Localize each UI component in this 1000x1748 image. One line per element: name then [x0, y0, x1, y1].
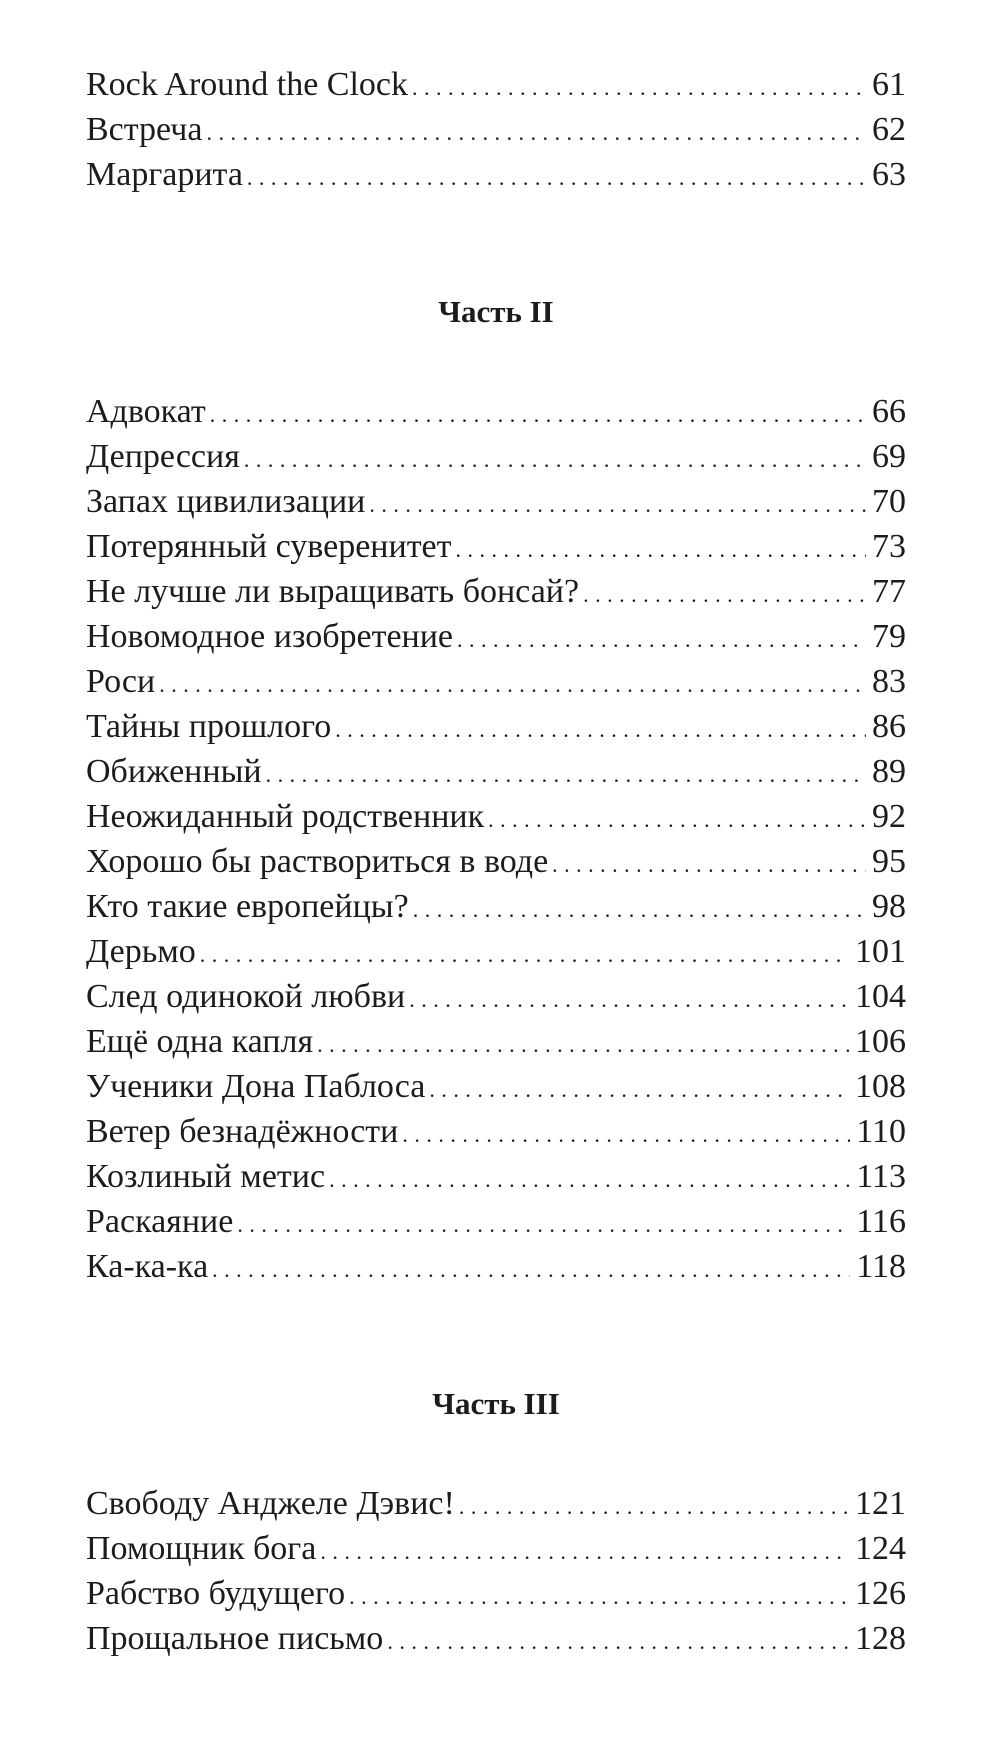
dot-leader	[200, 929, 849, 977]
toc-entry-page: 98	[872, 888, 906, 925]
dot-leader	[387, 1616, 849, 1664]
toc-entry-page: 77	[872, 573, 906, 610]
toc-entry	[86, 1064, 906, 1109]
toc-entry	[86, 1019, 906, 1064]
toc-entry-title: Маргарита	[86, 156, 243, 193]
toc-entry-page: 113	[856, 1158, 906, 1195]
toc-section-2	[86, 389, 906, 1289]
toc-entry-title: Неожиданный родственник	[86, 798, 485, 835]
toc-entry	[86, 749, 906, 794]
toc-entry	[86, 1526, 906, 1571]
dot-leader	[459, 1481, 849, 1529]
dot-leader	[159, 659, 866, 707]
toc-entry-page: 104	[855, 978, 906, 1015]
toc-entry	[86, 794, 906, 839]
dot-leader	[457, 614, 866, 662]
dot-leader	[212, 1244, 850, 1292]
toc-entry-page: 101	[855, 933, 906, 970]
toc-entry-title: Депрессия	[86, 438, 240, 475]
toc-section-1	[86, 62, 906, 197]
toc-section-3	[86, 1481, 906, 1661]
toc-entry-page: 121	[855, 1485, 906, 1522]
toc-entry-title: Ученики Дона Паблоса	[86, 1068, 426, 1105]
toc-entry-page: 66	[872, 393, 906, 430]
toc-entry-page: 95	[872, 843, 906, 880]
toc-entry-title: Адвокат	[86, 393, 206, 430]
toc-entry	[86, 1199, 906, 1244]
part-heading: Часть II	[438, 294, 554, 329]
toc-entry-title: Козлиный метис	[86, 1158, 326, 1195]
toc-entry-title: Ещё одна капля	[86, 1023, 314, 1060]
toc-entry	[86, 1154, 906, 1199]
toc-entry-page: 126	[855, 1575, 906, 1612]
toc-entry	[86, 569, 906, 614]
toc-entry	[86, 479, 906, 524]
toc-entry	[86, 659, 906, 704]
dot-leader	[456, 524, 867, 572]
toc-entry	[86, 62, 906, 107]
dot-leader	[429, 1064, 849, 1112]
toc-entry-title: Свободу Анджеле Дэвис!	[86, 1485, 455, 1522]
toc-entry	[86, 704, 906, 749]
toc-entry-page: 118	[856, 1248, 906, 1285]
dot-leader	[329, 1154, 850, 1202]
dot-leader	[413, 884, 866, 932]
toc-entry-title: Запах цивилизации	[86, 483, 366, 520]
dot-leader	[335, 704, 866, 752]
toc-entry-page: 69	[872, 438, 906, 475]
toc-entry-page: 63	[872, 156, 906, 193]
toc-entry-title: Потерянный суверенитет	[86, 528, 452, 565]
toc-entry-title: Хорошо бы раствориться в воде	[86, 843, 549, 880]
toc-entry-title: Rock Around the Clock	[86, 66, 409, 103]
toc-entry	[86, 884, 906, 929]
toc-entry	[86, 389, 906, 434]
toc-entry-title: Дерьмо	[86, 933, 196, 970]
toc-entry-title: Тайны прошлого	[86, 708, 332, 745]
toc-entry-title: Прощальное письмо	[86, 1620, 384, 1657]
toc-entry-page: 61	[872, 66, 906, 103]
toc-entry-title: Кто такие европейцы?	[86, 888, 409, 925]
toc-entry	[86, 1109, 906, 1154]
toc-entry-title: След одинокой любви	[86, 978, 406, 1015]
toc-entry-page: 86	[872, 708, 906, 745]
toc-entry-page: 106	[855, 1023, 906, 1060]
toc-entry	[86, 614, 906, 659]
toc-entry-title: Раскаяние	[86, 1203, 234, 1240]
toc-entry	[86, 1616, 906, 1661]
toc-entry-page: 110	[856, 1113, 906, 1150]
toc-entry-page: 92	[872, 798, 906, 835]
toc-entry-page: 79	[872, 618, 906, 655]
dot-leader	[583, 569, 866, 617]
toc-entry-title: Роси	[86, 663, 156, 700]
toc-entry-page: 108	[855, 1068, 906, 1105]
toc-entry	[86, 152, 906, 197]
toc-entry-title: Ветер безнадёжности	[86, 1113, 399, 1150]
dot-leader	[237, 1199, 850, 1247]
toc-entry-page: 70	[872, 483, 906, 520]
toc-entry-page: 73	[872, 528, 906, 565]
dot-leader	[244, 434, 866, 482]
dot-leader	[247, 152, 866, 200]
toc-entry-title: Рабство будущего	[86, 1575, 346, 1612]
toc-entry	[86, 929, 906, 974]
toc-entry-title: Обиженный	[86, 753, 262, 790]
toc-entry-title: Новомодное изобретение	[86, 618, 454, 655]
dot-leader	[552, 839, 866, 887]
toc-entry	[86, 839, 906, 884]
table-of-contents-page	[86, 62, 906, 1661]
dot-leader	[412, 62, 866, 110]
toc-entry-title: Помощник бога	[86, 1530, 317, 1567]
dot-leader	[369, 479, 866, 527]
toc-entry	[86, 1244, 906, 1289]
dot-leader	[488, 794, 866, 842]
dot-leader	[266, 749, 866, 797]
toc-entry	[86, 1481, 906, 1526]
dot-leader	[210, 389, 866, 437]
dot-leader	[206, 107, 866, 155]
dot-leader	[409, 974, 849, 1022]
toc-entry-page: 124	[855, 1530, 906, 1567]
toc-entry-title: Встреча	[86, 111, 203, 148]
toc-entry	[86, 524, 906, 569]
toc-entry-page: 83	[872, 663, 906, 700]
part-heading: Часть III	[432, 1386, 560, 1421]
toc-entry-page: 89	[872, 753, 906, 790]
dot-leader	[402, 1109, 850, 1157]
toc-entry-title: Не лучше ли выращивать бонсай?	[86, 573, 580, 610]
toc-entry	[86, 434, 906, 479]
toc-entry-page: 128	[855, 1620, 906, 1657]
toc-entry-page: 116	[856, 1203, 906, 1240]
toc-entry	[86, 974, 906, 1019]
toc-entry	[86, 107, 906, 152]
toc-entry-title: Ка-ка-ка	[86, 1248, 209, 1285]
toc-entry-page: 62	[872, 111, 906, 148]
dot-leader	[349, 1571, 849, 1619]
dot-leader	[317, 1019, 849, 1067]
dot-leader	[320, 1526, 849, 1574]
toc-entry	[86, 1571, 906, 1616]
